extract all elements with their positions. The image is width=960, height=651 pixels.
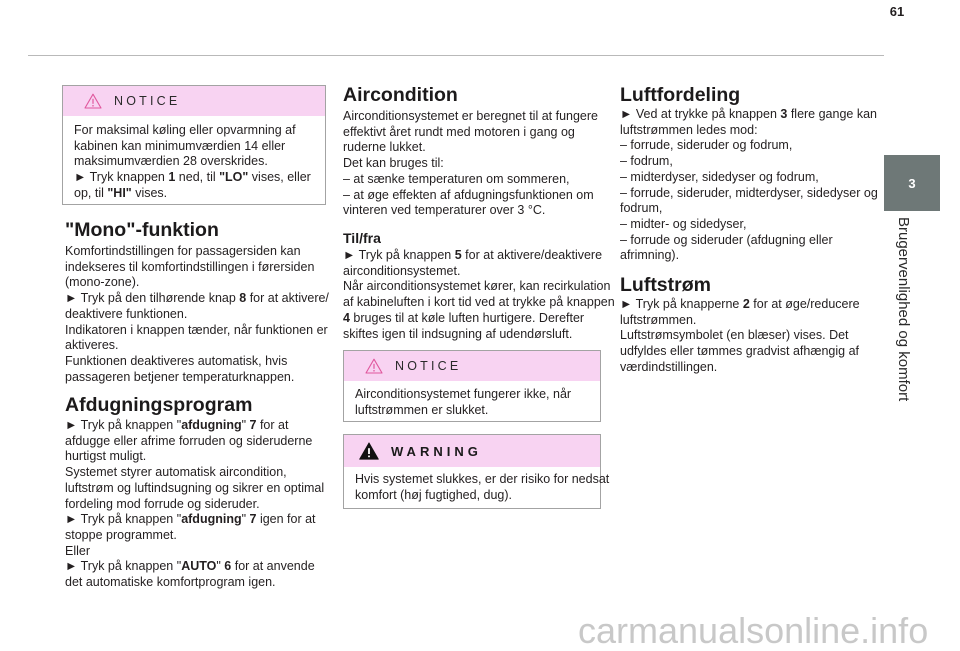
text-run: skiftes igen til indsugning af udendørsluft. [343,326,573,341]
text-line [65,497,330,513]
text-run: ► Tryk på knappen " [65,559,182,574]
text-run: – forrude og sideruder (afdugning eller [620,232,833,247]
text-line [343,172,601,188]
text-line [74,154,325,170]
text-run: – forrude, sideruder, midterdyser, sidedyser og [620,185,878,200]
bold-text-run: AUTO [181,559,217,574]
text-run: Hvis systemet slukkes, er der risiko for nedsat [355,472,610,486]
text-line [620,313,872,329]
bold-text-run: 7 [249,418,257,432]
air-distribution-text [620,107,878,264]
text-line [343,125,601,141]
on-off-heading: Til/fra [343,230,381,246]
text-run: " [241,418,250,432]
text-line [65,323,330,339]
defrost-program-heading: Afdugningsprogram [65,394,253,416]
notice-box [343,350,601,422]
text-line [620,123,872,139]
text-run: fordeling mod forrude og sideruder. [65,496,260,511]
chapter-title: Brugervenlighed og komfort [895,217,912,402]
text-run: airconditionsystemet. [343,263,461,278]
text-line [620,360,872,376]
text-line [65,260,330,276]
text-run: luftstrømmen. [620,312,697,327]
text-line [620,201,872,217]
mono-function-heading: "Mono"-funktion [65,219,219,241]
text-run: vinteren ved temperaturer over 3 °C. [343,203,546,218]
text-run: ► Tryk på den tilhørende knap [65,291,240,306]
text-run: Eller [65,543,91,558]
text-run: – midterdyser, sidedyser og fodrum, [620,169,819,184]
bold-text-run: afdugning [181,512,242,527]
text-run: Systemet styrer automatisk aircondition, [65,465,287,480]
bold-text-run: 7 [249,512,257,527]
text-run: ► Tryk på knappen " [65,418,182,432]
text-run: " [241,512,250,527]
text-run: maksimumværdien 28 overskrides. [74,154,268,169]
text-line [65,512,330,528]
text-run: vises. [131,185,168,200]
text-line [65,354,330,370]
text-line [74,123,325,139]
text-run: afrimning). [620,248,680,263]
text-run: kabinen kan minimumværdien 14 eller [74,138,286,153]
text-run: ► Tryk på knapperne [620,297,743,311]
chapter-tab [884,155,940,211]
text-line [620,107,877,123]
text-line [65,465,330,481]
text-run: fodrum, [620,201,663,216]
text-run: – midter- og sidedyser, [620,216,747,231]
text-run: Indikatoren i knappen tænder, når funktionen er [65,322,328,337]
text-run: igen for at [256,512,316,527]
text-line [65,275,330,291]
notice-text [63,116,325,202]
warning-triangle-outline-icon [365,358,383,374]
text-line [343,156,601,172]
warning-text [344,467,610,503]
text-line [620,185,878,202]
text-run: indekseres til komfortindstillingen i førersiden [65,259,315,274]
text-run: Luftstrømsymbolet (en blæser) vises. Det [620,328,849,343]
text-line [65,575,330,591]
text-run: afdugge eller afrime forruden og sideruderne [65,433,313,448]
text-run: Det kan bruges til: [343,156,444,171]
text-line [74,170,325,186]
text-line [65,291,330,307]
text-line [74,139,325,155]
text-line [65,244,330,260]
text-line [620,328,872,344]
text-run: luftstrømmen ledes mod: [620,122,758,137]
text-run: – forrude, sideruder og fodrum, [620,138,793,153]
text-line [355,387,600,403]
bold-text-run: 1 [168,170,176,185]
bold-text-run: afdugning [181,418,242,432]
text-line [65,559,330,575]
notice-box [62,85,326,205]
text-run: hurtigst muligt. [65,449,147,464]
chapter-number: 3 [908,175,916,191]
text-run: deaktivere funktionen. [65,306,188,321]
text-run: ruderne lukket. [343,140,426,155]
text-line [65,338,330,354]
defrost-program-text [65,418,330,591]
text-line [343,264,601,280]
notice-header [63,86,325,116]
warning-triangle-filled-icon [359,442,379,460]
bold-text-run: 4 [343,310,350,325]
bold-text-run: 5 [454,248,462,262]
text-run: Airconditionsystemet er beregnet til at fungere [343,109,598,123]
text-run: Når airconditionsystemet kører, kan recirkulation [343,279,611,294]
bold-text-run: 3 [780,107,788,121]
text-run: for at aktivere/ [246,291,329,306]
text-run: komfort (høj fugtighed, dug). [355,487,513,502]
text-line [343,295,615,311]
text-run: for at aktivere/deaktivere [461,248,603,262]
mono-function-text [65,244,330,385]
text-line [65,418,330,434]
notice-text [344,381,600,418]
text-run: passageren betjener temperaturknappen. [65,369,295,384]
text-line [343,140,601,156]
notice-header [344,351,600,381]
text-run: Funktionen deaktiveres automatisk, hvis [65,353,288,368]
text-run: for at anvende [231,559,315,574]
text-line [620,344,872,360]
notice-title: NOTICE [395,359,462,373]
text-run: værdindstillingen. [620,359,718,374]
text-run: aktiveres. [65,338,119,353]
text-run: effektivt året rundt med motoren i gang og [343,124,575,139]
text-run: for at øge/reducere [749,297,860,311]
page-number: 61 [889,4,905,19]
text-run: (mono-zone). [65,275,140,290]
aircondition-text [343,109,601,219]
bold-text-run: "LO" [219,170,249,185]
text-line [343,279,611,295]
text-run: luftstrøm og luftindsugning og sikrer en optimal [65,480,325,495]
text-run: af kabineluften i kort tid ved at trykke på knappen [343,295,615,310]
text-line [355,472,610,488]
aircondition-heading: Aircondition [343,84,458,106]
text-run: stoppe programmet. [65,527,177,542]
text-line [65,307,330,323]
on-off-text [343,248,615,342]
text-line [343,109,601,125]
text-run: – at sænke temperaturen om sommeren, [343,171,570,186]
bold-text-run: "HI" [107,185,132,200]
air-flow-text [620,297,872,376]
text-run: Airconditionsystemet fungerer ikke, når [355,387,572,401]
air-flow-heading: Luftstrøm [620,274,711,296]
text-line [343,188,601,204]
bold-text-run: 2 [742,297,750,311]
text-run: flere gange kan [787,107,877,121]
text-line [620,217,872,233]
text-line [343,248,601,264]
bold-text-run: 6 [224,559,232,574]
text-line [65,370,330,386]
text-run: – fodrum, [620,154,673,169]
text-run: udfyldes eller tømmes gradvist afhængig af [620,344,859,359]
text-line [620,154,872,170]
text-line [343,327,601,343]
text-run: op, til [74,185,108,200]
text-line [343,203,601,219]
warning-box [343,434,610,509]
watermark: carmanualsonline.info [578,610,929,651]
warning-title: WARNING [391,443,482,459]
text-line [65,544,330,560]
text-line [620,233,872,249]
text-run: For maksimal køling eller opvarmning af [74,123,296,137]
text-line [355,403,600,419]
text-run: vises, eller [248,170,311,185]
text-run: for at [256,418,289,432]
text-run: ned, til [175,170,220,185]
text-line [620,138,872,154]
text-line [620,248,872,264]
text-run: ► Tryk på knappen " [65,512,182,527]
text-line [65,481,330,497]
text-line [355,488,600,504]
text-run: ► Tryk på knappen [343,248,455,262]
text-run: ► Ved at trykke på knappen [620,107,781,121]
text-line [620,297,872,313]
text-run: Komfortindstillingen for passagersiden kan [65,244,301,258]
text-line [343,311,601,327]
warning-header [344,435,600,467]
text-run: luftstrømmen er slukket. [355,402,489,417]
bold-text-run: 8 [239,291,247,306]
text-run: det automatiske komfortprogram igen. [65,575,276,590]
notice-title: NOTICE [114,94,181,108]
text-run: bruges til at køle luften hurtigere. Derefter [349,310,585,325]
header-rule [28,55,884,56]
text-line [74,186,325,202]
warning-triangle-outline-icon [84,93,102,109]
text-line [65,434,330,450]
text-line [65,528,330,544]
text-line [620,170,872,186]
text-run: " [216,559,225,574]
air-distribution-heading: Luftfordeling [620,84,741,106]
text-line [65,449,330,465]
text-run: ► Tryk knappen [74,170,169,185]
text-run: – at øge effekten af afdugningsfunktionen om [343,187,594,202]
